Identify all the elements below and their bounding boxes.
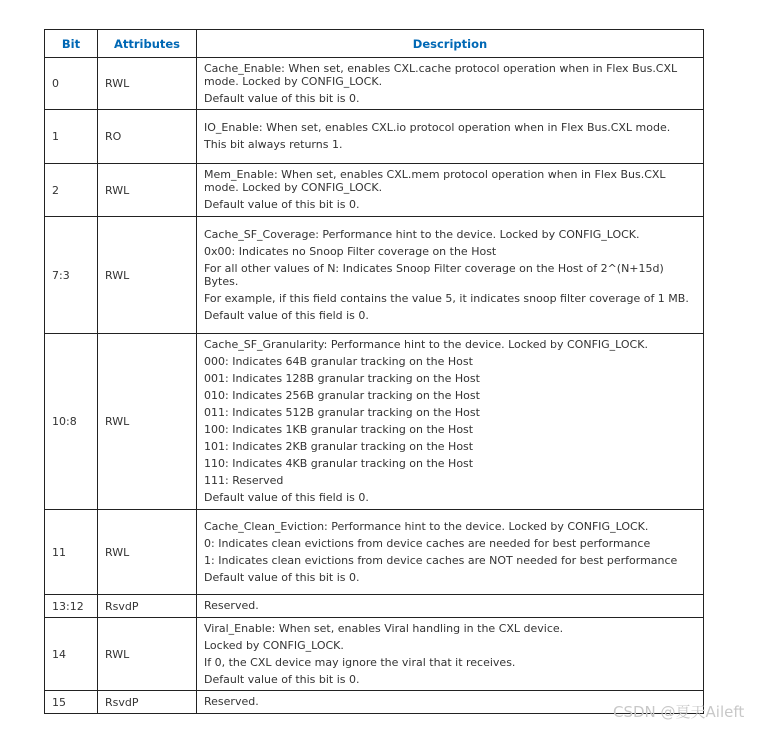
description-line: Default value of this bit is 0. <box>204 198 360 211</box>
attributes-cell: RWL <box>98 334 197 510</box>
description-line: 101: Indicates 2KB granular tracking on the Host <box>204 440 474 453</box>
header-attributes: Attributes <box>98 30 197 58</box>
description-line: Default value of this bit is 0. <box>204 672 360 686</box>
attributes-cell: RWL <box>98 510 197 595</box>
description-line: 1: Indicates clean evictions from device caches are NOT needed for best performance <box>204 553 678 567</box>
attributes-cell: RsvdP <box>98 691 197 714</box>
description-cell <box>197 618 704 691</box>
header-bit: Bit <box>45 30 98 58</box>
attributes-cell: RsvdP <box>98 595 197 618</box>
register-bit-table <box>44 29 704 714</box>
description-line: 100: Indicates 1KB granular tracking on the Host <box>204 423 474 436</box>
description-line: 010: Indicates 256B granular tracking on the Host <box>204 389 480 402</box>
description-cell <box>197 595 704 618</box>
attributes-cell: RWL <box>98 58 197 110</box>
table-row <box>45 334 704 510</box>
bit-cell: 1 <box>45 110 98 164</box>
bit-cell: 2 <box>45 164 98 217</box>
bit-cell: 0 <box>45 58 98 110</box>
description-line: Mem_Enable: When set, enables CXL.mem protocol operation when in Flex Bus.CXL mode. Locked by CONFIG_LOCK. <box>204 168 666 194</box>
table-row <box>45 510 704 595</box>
description-line: Cache_SF_Coverage: Performance hint to the device. Locked by CONFIG_LOCK. <box>204 227 640 241</box>
attributes-cell: RO <box>98 110 197 164</box>
bit-cell: 11 <box>45 510 98 595</box>
description-line: For all other values of N: Indicates Snoop Filter coverage on the Host of 2^(N+15d) Bytes. <box>204 261 664 288</box>
description-line: Locked by CONFIG_LOCK. <box>204 638 344 652</box>
description-line: Reserved. <box>204 695 259 708</box>
bit-cell: 7:3 <box>45 217 98 334</box>
description-line: Cache_Clean_Eviction: Performance hint to the device. Locked by CONFIG_LOCK. <box>204 519 649 533</box>
description-line: Default value of this bit is 0. <box>204 91 360 105</box>
attributes-cell: RWL <box>98 618 197 691</box>
description-line: IO_Enable: When set, enables CXL.io protocol operation when in Flex Bus.CXL mode. <box>204 121 671 134</box>
description-line: Default value of this field is 0. <box>204 491 369 504</box>
description-line: 0x00: Indicates no Snoop Filter coverage on the Host <box>204 244 497 258</box>
description-line: 000: Indicates 64B granular tracking on the Host <box>204 355 473 368</box>
table-header-row <box>45 30 704 58</box>
table-row <box>45 58 704 110</box>
bit-cell: 14 <box>45 618 98 691</box>
description-line: This bit always returns 1. <box>204 138 343 151</box>
attributes-cell: RWL <box>98 164 197 217</box>
description-line: 0: Indicates clean evictions from device caches are needed for best performance <box>204 536 651 550</box>
description-cell <box>197 164 704 217</box>
table-row <box>45 164 704 217</box>
description-line: Cache_Enable: When set, enables CXL.cache protocol operation when in Flex Bus.CXL mode. Locked by CONFIG_LOCK. <box>204 61 678 88</box>
table-row <box>45 618 704 691</box>
description-line: 111: Reserved <box>204 474 284 487</box>
description-cell <box>197 58 704 110</box>
description-cell <box>197 510 704 595</box>
description-line: 001: Indicates 128B granular tracking on the Host <box>204 372 480 385</box>
table-row <box>45 691 704 714</box>
description-line: 110: Indicates 4KB granular tracking on the Host <box>204 457 474 470</box>
description-cell <box>197 334 704 510</box>
bit-cell: 15 <box>45 691 98 714</box>
description-line: Default value of this bit is 0. <box>204 570 360 584</box>
description-line: Reserved. <box>204 599 259 612</box>
attributes-cell: RWL <box>98 217 197 334</box>
table-row <box>45 595 704 618</box>
table-row <box>45 110 704 164</box>
description-line: For example, if this field contains the value 5, it indicates snoop filter coverage of 1 MB. <box>204 291 689 305</box>
description-cell <box>197 110 704 164</box>
description-line: 011: Indicates 512B granular tracking on the Host <box>204 406 480 419</box>
bit-cell: 10:8 <box>45 334 98 510</box>
header-description: Description <box>197 30 704 58</box>
bit-cell: 13:12 <box>45 595 98 618</box>
table-row <box>45 217 704 334</box>
watermark: CSDN @夏天Aileft <box>613 703 745 721</box>
description-line: If 0, the CXL device may ignore the viral that it receives. <box>204 655 516 669</box>
description-line: Viral_Enable: When set, enables Viral handling in the CXL device. <box>204 621 564 635</box>
description-cell <box>197 217 704 334</box>
description-line: Default value of this field is 0. <box>204 308 369 322</box>
description-line: Cache_SF_Granularity: Performance hint to the device. Locked by CONFIG_LOCK. <box>204 338 648 351</box>
